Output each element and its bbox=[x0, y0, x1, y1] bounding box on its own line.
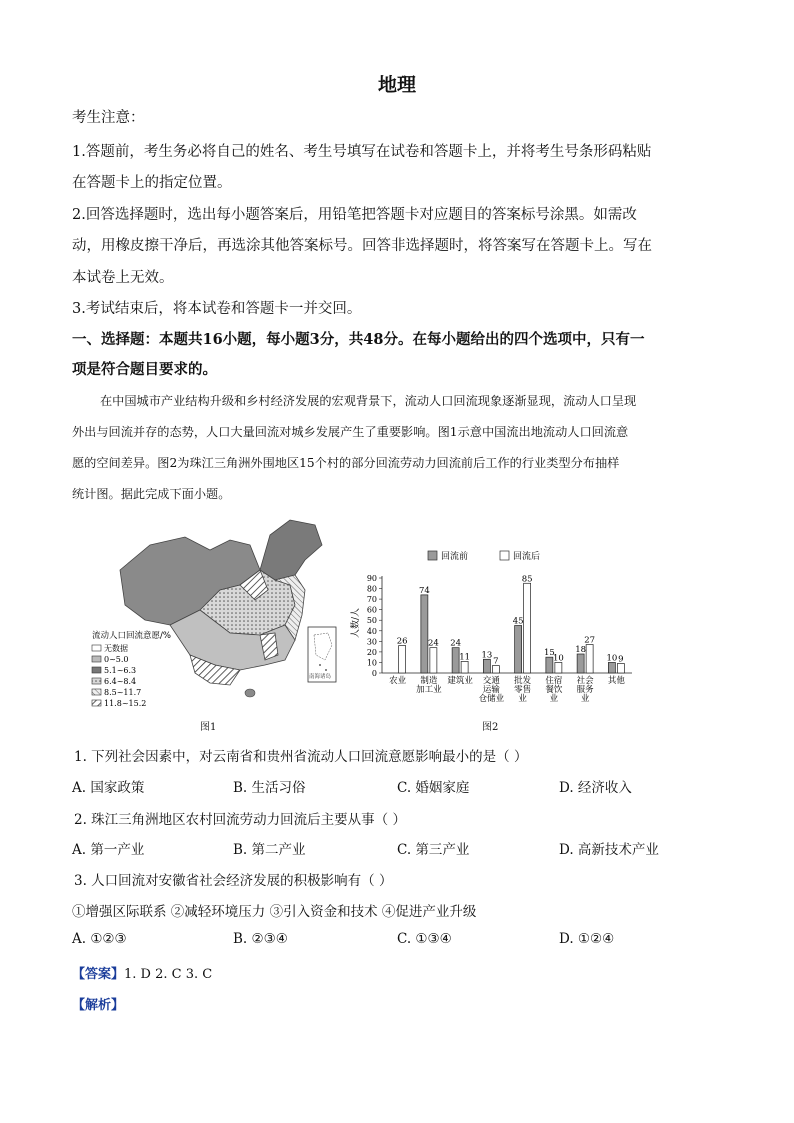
question-2-option-d[interactable]: D. 高新技术产业 bbox=[559, 842, 659, 858]
legend-title: 流动人口回流意愿/% bbox=[92, 631, 171, 641]
answer-text: 1. D 2. C 3. C bbox=[124, 967, 213, 982]
x-category-label: 交通 bbox=[482, 676, 500, 686]
inset-label: 南海诸岛 bbox=[309, 674, 332, 680]
passage-line: 愿的空间差异。图2为珠江三角洲外围地区15个村的部分回流劳动力回流前后工作的行业类型分布抽样 bbox=[72, 456, 620, 470]
passage-line: 统计图。据此完成下面小题。 bbox=[72, 487, 231, 501]
bar-before bbox=[483, 659, 490, 673]
answer-tag: 【答案】 bbox=[72, 967, 125, 982]
x-category-label: 批发 bbox=[514, 676, 532, 686]
question-1-option-c[interactable]: C. 婚姻家庭 bbox=[397, 780, 470, 796]
analysis-tag: 【解析】 bbox=[72, 998, 125, 1013]
notice-heading: 考生注意： bbox=[72, 110, 145, 126]
y-tick-label: 0 bbox=[371, 669, 377, 678]
data-label-after: 11 bbox=[459, 652, 471, 663]
notice-line: 2.回答选择题时，选出每小题答案后，用铅笔把答题卡对应题目的答案标号涂黑。如需改 bbox=[72, 207, 637, 223]
legend-label-before: 回流前 bbox=[441, 552, 469, 562]
x-category-label: 服务 bbox=[576, 685, 594, 695]
x-category-label: 运输 bbox=[482, 685, 500, 695]
passage-line: 在中国城市产业结构升级和乡村经济发展的宏观背景下，流动人口回流现象逐渐显现，流动人口呈现 bbox=[100, 394, 637, 408]
legend-swatch-after bbox=[500, 551, 509, 560]
x-category-label: 制造 bbox=[420, 676, 438, 686]
x-category-label: 零售 bbox=[514, 685, 532, 695]
answer-line bbox=[72, 963, 212, 982]
question-1-option-b[interactable]: B. 生活习俗 bbox=[233, 780, 306, 796]
x-category-label: 餐饮 bbox=[545, 685, 563, 695]
legend-label: 11.8~15.2 bbox=[104, 699, 147, 708]
legend-swatch-before bbox=[428, 551, 437, 560]
y-tick-label: 80 bbox=[366, 584, 377, 594]
question-3-option-c[interactable]: C. ①③④ bbox=[397, 931, 452, 947]
question-3-option-b[interactable]: B. ②③④ bbox=[233, 931, 288, 947]
data-label-before: 10 bbox=[606, 653, 618, 664]
page-title: 地理 bbox=[377, 74, 416, 96]
x-category-label: 社会 bbox=[576, 676, 594, 686]
data-label-before: 45 bbox=[512, 616, 524, 627]
legend-label: 5.1~6.3 bbox=[104, 666, 137, 675]
data-label-before: 74 bbox=[418, 585, 430, 596]
question-2-option-a[interactable]: A. 第一产业 bbox=[72, 842, 145, 858]
question-3-items: ①增强区际联系 ②减轻环境压力 ③引入资金和技术 ④促进产业升级 bbox=[72, 904, 477, 920]
bar-after bbox=[430, 648, 437, 673]
x-category-label: 业 bbox=[549, 694, 559, 704]
bar-before bbox=[515, 626, 522, 674]
x-category-label: 建筑业 bbox=[447, 676, 473, 686]
data-label-after: 26 bbox=[396, 636, 408, 647]
map-island bbox=[245, 689, 255, 697]
bar-before bbox=[421, 595, 428, 673]
y-tick-label: 60 bbox=[366, 605, 377, 615]
x-category-label: 业 bbox=[518, 694, 527, 704]
notice-line: 1.答题前，考生务必将自己的姓名、考生号填写在试卷和答题卡上，并将考生号条形码粘贴 bbox=[72, 144, 652, 160]
question-1-option-d[interactable]: D. 经济收入 bbox=[559, 780, 632, 796]
y-tick-label: 40 bbox=[366, 626, 377, 636]
question-2-option-b[interactable]: B. 第二产业 bbox=[233, 842, 306, 858]
legend-label: 6.4~8.4 bbox=[104, 677, 137, 686]
data-label-after: 27 bbox=[584, 635, 596, 646]
data-label-after: 24 bbox=[427, 638, 439, 649]
notice-line: 动，用橡皮擦干净后，再选涂其他答案标号。回答非选择题时，将答案写在答题卡上。写在 bbox=[72, 238, 652, 254]
bar-before bbox=[546, 657, 553, 673]
y-tick-label: 10 bbox=[366, 658, 377, 668]
figure1-caption: 图1 bbox=[200, 722, 217, 733]
section-heading: 项是符合题目要求的。 bbox=[72, 361, 217, 378]
question-2-stem: 2. 珠江三角洲地区农村回流劳动力回流后主要从事（ ） bbox=[74, 812, 406, 828]
legend-label: 无数据 bbox=[104, 644, 128, 653]
question-3-option-a[interactable]: A. ①②③ bbox=[72, 931, 127, 947]
passage-line: 外出与回流并存的态势，人口大量回流对城乡发展产生了重要影响。图1示意中国流出地流动人口回流意 bbox=[72, 425, 629, 439]
legend-label-after: 回流后 bbox=[513, 552, 541, 562]
x-category-label: 业 bbox=[580, 694, 590, 704]
bar-after bbox=[555, 662, 562, 673]
legend-label: 8.5~11.7 bbox=[104, 688, 142, 697]
question-3-stem: 3. 人口回流对安徽省社会经济发展的积极影响有（ ） bbox=[74, 873, 393, 889]
notice-line: 本试卷上无效。 bbox=[72, 270, 174, 286]
bar-after bbox=[399, 646, 406, 673]
y-tick-label: 50 bbox=[366, 616, 377, 626]
bar-after bbox=[492, 666, 499, 673]
data-label-after: 85 bbox=[521, 574, 533, 585]
notice-line: 3.考试结束后，将本试卷和答题卡一并交回。 bbox=[72, 301, 362, 317]
question-1-stem: 1. 下列社会因素中，对云南省和贵州省流动人口回流意愿影响最小的是（ ） bbox=[74, 749, 528, 765]
x-category-label: 其他 bbox=[607, 676, 625, 686]
y-tick-label: 20 bbox=[366, 647, 377, 657]
bar-chart bbox=[350, 545, 640, 710]
bar-after bbox=[461, 661, 468, 673]
section-heading: 一、选择题：本题共16小题，每小题3分，共48分。在每小题给出的四个选项中，只有一 bbox=[72, 331, 645, 348]
figure2-caption: 图2 bbox=[482, 722, 499, 733]
data-label-after: 7 bbox=[493, 656, 499, 667]
notice-line: 在答题卡上的指定位置。 bbox=[72, 175, 232, 191]
data-label-before: 18 bbox=[575, 645, 587, 655]
x-category-label: 农业 bbox=[389, 676, 407, 686]
y-tick-label: 70 bbox=[366, 595, 377, 605]
map-northeast-region bbox=[260, 520, 322, 580]
data-label-after: 9 bbox=[618, 654, 624, 665]
question-1-option-a[interactable]: A. 国家政策 bbox=[72, 780, 145, 796]
question-3-option-d[interactable]: D. ①②④ bbox=[559, 931, 615, 947]
data-label-before: 13 bbox=[481, 650, 493, 661]
bar-after bbox=[617, 664, 624, 674]
question-2-option-c[interactable]: C. 第三产业 bbox=[397, 842, 470, 858]
data-label-before: 15 bbox=[543, 648, 555, 659]
bar-after bbox=[524, 583, 531, 673]
legend-label: 0~5.0 bbox=[104, 655, 129, 664]
bar-after bbox=[586, 645, 593, 674]
x-category-label: 住宿 bbox=[545, 676, 563, 686]
data-label-after: 10 bbox=[552, 653, 564, 664]
analysis-line bbox=[72, 994, 124, 1013]
y-tick-label: 90 bbox=[366, 574, 377, 583]
china-map-figure bbox=[90, 515, 340, 720]
bar-before bbox=[452, 648, 459, 673]
bar-before bbox=[577, 654, 584, 673]
y-axis-label: 人数/人 bbox=[351, 607, 361, 639]
y-tick-label: 30 bbox=[366, 637, 377, 647]
x-category-label: 仓储业 bbox=[478, 694, 505, 704]
x-category-label: 加工业 bbox=[416, 685, 442, 695]
bar-before bbox=[608, 662, 615, 673]
data-label-before: 24 bbox=[450, 638, 462, 649]
